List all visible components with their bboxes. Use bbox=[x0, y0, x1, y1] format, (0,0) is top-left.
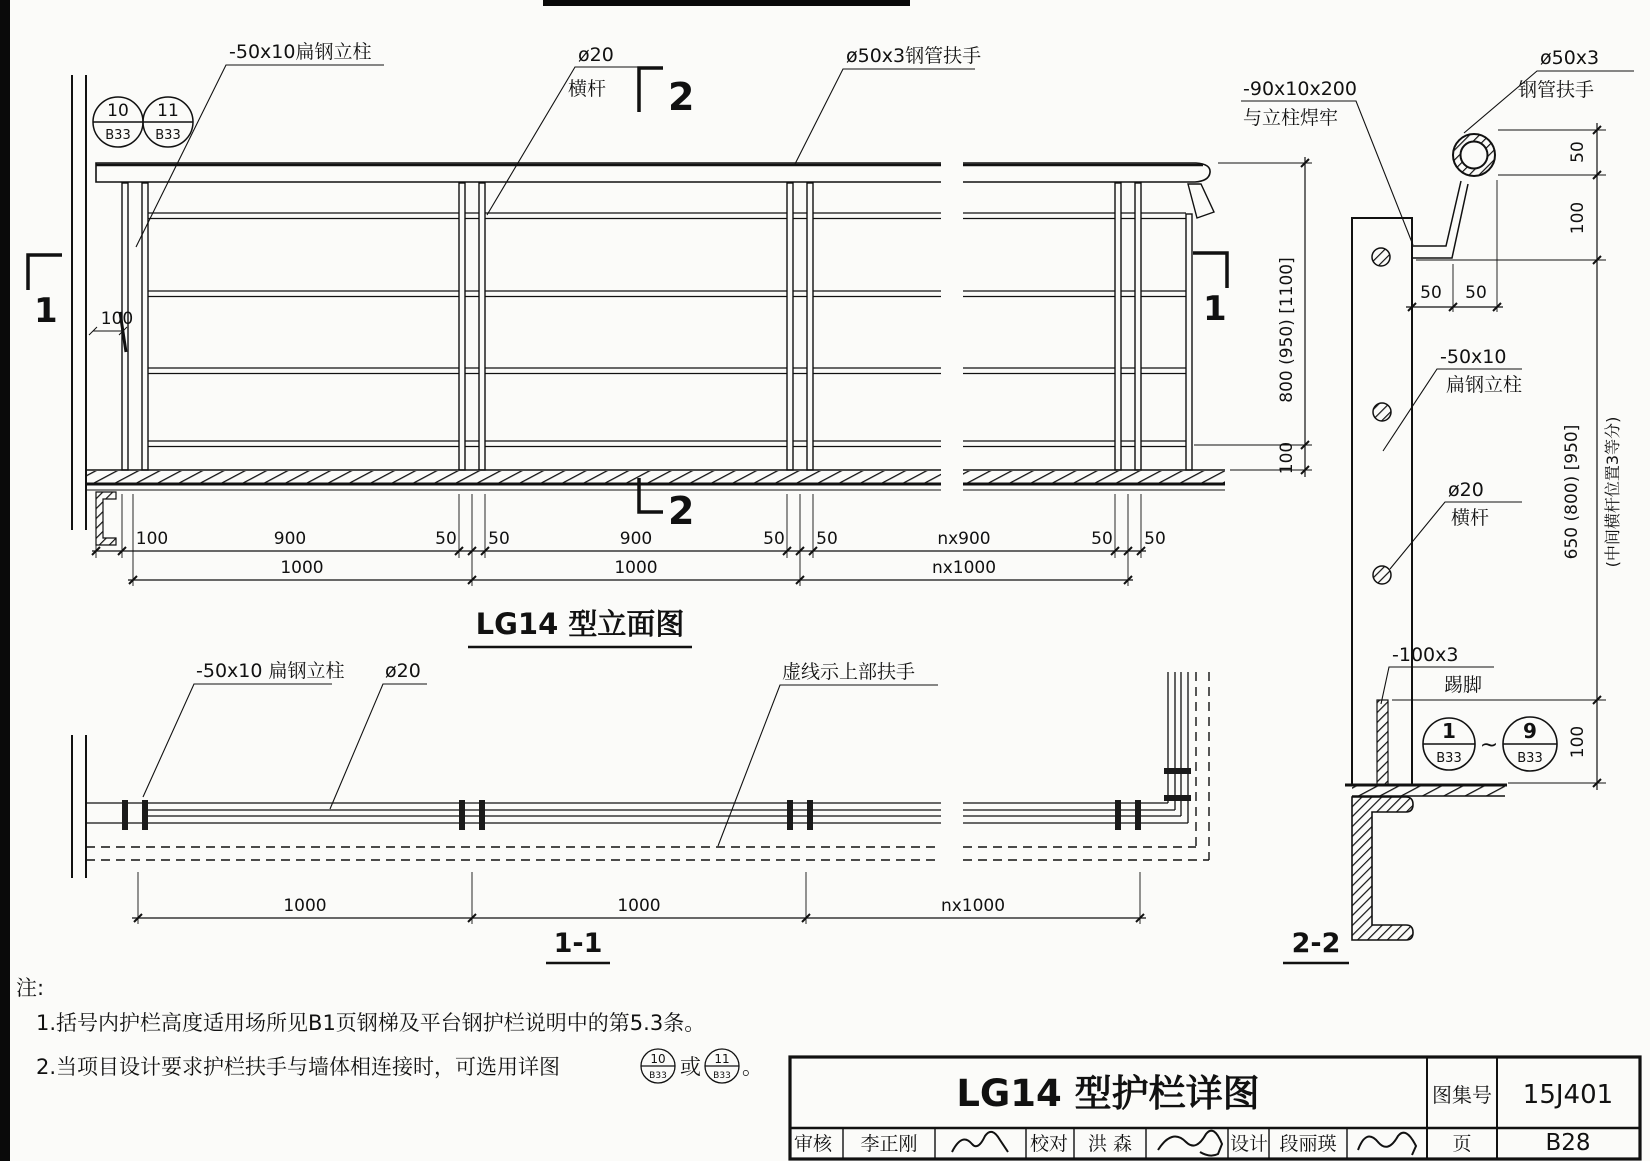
dim-r1-9: 50 bbox=[1144, 529, 1166, 549]
handrail bbox=[96, 163, 1210, 182]
plan-rod-label: ø20 bbox=[385, 660, 421, 682]
horizontal-rods bbox=[146, 213, 1186, 447]
signature-2 bbox=[1158, 1131, 1222, 1156]
signature-3 bbox=[1358, 1133, 1416, 1155]
elevation-right-dim-main: 800 (950) [1100] bbox=[1277, 257, 1297, 403]
section-toe-plate bbox=[1377, 700, 1388, 785]
titleblock-review-name: 李正刚 bbox=[860, 1133, 918, 1155]
note-1: 1.括号内护栏高度适用场所见B1页钢梯及平台钢护栏说明中的第5.3条。 bbox=[36, 1011, 706, 1035]
titleblock-atlas-label: 图集号 bbox=[1432, 1083, 1492, 1107]
section-bracket-label-1: -90x10x200 bbox=[1243, 78, 1357, 100]
section-channel bbox=[1352, 797, 1413, 940]
signature-1 bbox=[952, 1132, 1008, 1152]
section-dim-top: 50 bbox=[1568, 141, 1588, 163]
plan-wall bbox=[72, 735, 86, 878]
elevation-title: LG14 型立面图 bbox=[475, 607, 685, 641]
plan-dashed-label: 虚线示上部扶手 bbox=[782, 661, 916, 683]
dim-r1-7: nx900 bbox=[937, 529, 991, 549]
elevation-handrail-label: ø50x3钢管扶手 bbox=[846, 45, 982, 67]
section-floor bbox=[1345, 785, 1507, 940]
note-2-end: 。 bbox=[742, 1055, 763, 1079]
plan-rail-band bbox=[86, 672, 1188, 823]
plan-leaders bbox=[143, 684, 938, 846]
section-callout-right-num: 9 bbox=[1523, 719, 1537, 743]
section-rod-label-2: 横杆 bbox=[1451, 507, 1490, 529]
section-callout-left-page: B33 bbox=[1436, 751, 1462, 766]
titleblock-review-label: 审核 bbox=[794, 1133, 833, 1155]
plan-title: 1-1 bbox=[553, 928, 603, 959]
titleblock-design-name: 段丽瑛 bbox=[1279, 1133, 1337, 1155]
note-c11-num: 11 bbox=[714, 1052, 730, 1066]
elevation-rod-dia-label: ø20 bbox=[578, 44, 614, 66]
flat-steel-posts bbox=[122, 183, 1214, 470]
section-pipe-label-1: ø50x3 bbox=[1540, 47, 1600, 69]
section-marks bbox=[28, 68, 1227, 512]
plan-post-label: -50x10 扁钢立柱 bbox=[196, 660, 345, 682]
notes-heading: 注: bbox=[16, 976, 45, 1000]
section-dim-middle: 650 (800) [950] bbox=[1562, 424, 1582, 560]
dim-r1-0: 100 bbox=[135, 529, 169, 549]
section-mark-1-right: 1 bbox=[1203, 289, 1227, 329]
note-2: 2.当项目设计要求护栏扶手与墙体相连接时，可选用详图 bbox=[36, 1055, 561, 1079]
elevation-rod-label: 横杆 bbox=[568, 78, 607, 100]
callout-10-page: B33 bbox=[105, 128, 131, 143]
callout-10-num: 10 bbox=[107, 101, 129, 121]
section-mark-2-top: 2 bbox=[668, 75, 695, 119]
section-mark-1-left: 1 bbox=[34, 291, 58, 331]
plan-posts bbox=[122, 768, 1191, 830]
walkway-floor bbox=[86, 470, 1225, 545]
note-c10-num: 10 bbox=[650, 1052, 666, 1066]
section-pipe-label-2: 钢管扶手 bbox=[1518, 79, 1595, 101]
titleblock-check-label: 校对 bbox=[1030, 1133, 1069, 1155]
section-toe-label-2: 踢脚 bbox=[1444, 674, 1483, 696]
titleblock-design-label: 设计 bbox=[1230, 1133, 1269, 1155]
section-bracket-label-2: 与立柱焊牢 bbox=[1243, 107, 1339, 129]
plan-dim-1: 1000 bbox=[617, 896, 661, 916]
plan-view bbox=[72, 672, 1209, 878]
dim-r2-0: 1000 bbox=[280, 558, 324, 578]
section-callout-tilde: ~ bbox=[1479, 733, 1499, 758]
section-dim-gap1: 50 bbox=[1420, 283, 1442, 303]
section-dim-bottom: 100 bbox=[1568, 725, 1588, 759]
callout-11-num: 11 bbox=[157, 101, 179, 121]
titleblock-drawing-title: LG14 型护栏详图 bbox=[956, 1072, 1260, 1115]
section-rod-3 bbox=[1373, 566, 1391, 584]
section-mark-2-bottom: 2 bbox=[668, 489, 695, 533]
titleblock-page-label: 页 bbox=[1452, 1133, 1472, 1155]
section-dim-upper: 100 bbox=[1568, 201, 1588, 235]
dim-r1-5: 50 bbox=[763, 529, 785, 549]
section-rod-2 bbox=[1373, 403, 1391, 421]
elevation-right-dim-lower: 100 bbox=[1277, 441, 1297, 475]
dim-r2-1: 1000 bbox=[614, 558, 658, 578]
section-rod-label-1: ø20 bbox=[1448, 479, 1484, 501]
wall-lines bbox=[72, 75, 86, 530]
section-callout-right-page: B33 bbox=[1517, 751, 1543, 766]
section-leaders bbox=[1241, 71, 1634, 704]
dim-r1-4: 900 bbox=[619, 529, 653, 549]
section-dim-middle-note: (中间横杆位置3等分) bbox=[1603, 416, 1622, 568]
elevation-view bbox=[72, 75, 1225, 545]
titleblock-check-name: 洪 森 bbox=[1087, 1133, 1133, 1155]
section-post-label-2: 扁钢立柱 bbox=[1446, 374, 1523, 396]
section-post-label-1: -50x10 bbox=[1440, 346, 1507, 368]
note-c10-page: B33 bbox=[649, 1071, 667, 1081]
dim-r1-2: 50 bbox=[435, 529, 457, 549]
section-title: 2-2 bbox=[1291, 928, 1341, 959]
section-bracket bbox=[1412, 181, 1468, 258]
section-dim-gap2: 50 bbox=[1465, 283, 1487, 303]
handrail-end-bracket bbox=[1188, 184, 1214, 218]
section-view bbox=[1345, 134, 1507, 940]
dim-r2-2: nx1000 bbox=[931, 558, 997, 578]
titleblock-page-no: B28 bbox=[1545, 1130, 1591, 1156]
plan-dashed-handrail bbox=[86, 672, 1209, 860]
callout-11-page: B33 bbox=[155, 128, 181, 143]
elevation-post-label: -50x10扁钢立柱 bbox=[229, 41, 372, 63]
elevation-leaders bbox=[136, 65, 975, 247]
section-pipe-inner bbox=[1461, 142, 1488, 169]
elevation-wall-dim-text: 100 bbox=[100, 309, 134, 329]
channel-profile-left bbox=[96, 492, 116, 545]
dim-r1-3: 50 bbox=[488, 529, 510, 549]
plan-dim-2: nx1000 bbox=[940, 896, 1006, 916]
titleblock-atlas-no: 15J401 bbox=[1522, 1080, 1614, 1110]
section-callout-left-num: 1 bbox=[1442, 719, 1456, 743]
note-c11-page: B33 bbox=[713, 1071, 731, 1081]
dim-r1-8: 50 bbox=[1091, 529, 1113, 549]
plan-dim-0: 1000 bbox=[283, 896, 327, 916]
section-rod-1 bbox=[1372, 248, 1390, 266]
dim-r1-1: 900 bbox=[273, 529, 307, 549]
section-toe-label-1: -100x3 bbox=[1392, 644, 1459, 666]
dim-r1-6: 50 bbox=[816, 529, 838, 549]
note-2-or: 或 bbox=[680, 1055, 701, 1079]
